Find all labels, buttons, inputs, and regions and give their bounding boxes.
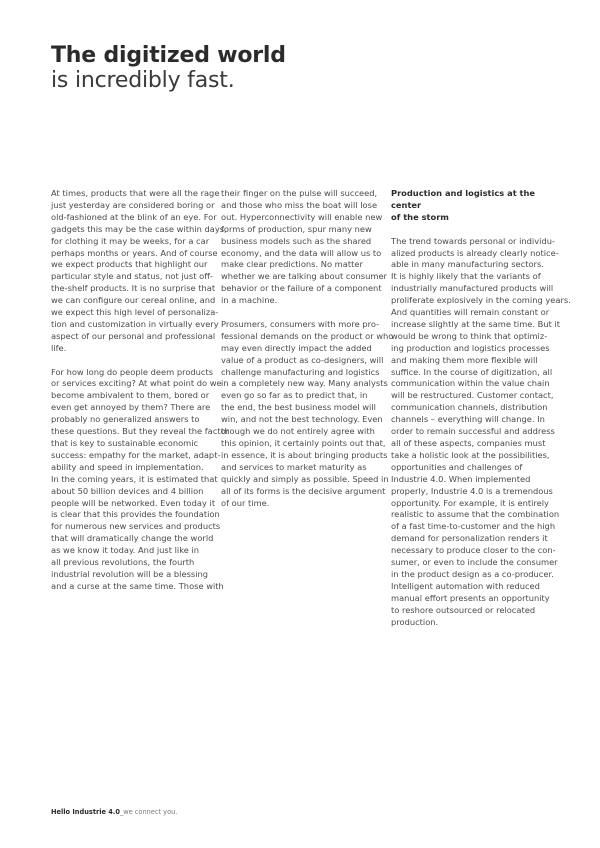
text-column-3 xyxy=(391,188,571,640)
text-line: and a curse at the same time. Those with xyxy=(51,580,224,591)
text-line: in the product design as a co-producer. xyxy=(391,568,554,579)
text-line: of our time. xyxy=(221,497,270,508)
text-line: challenge manufacturing and logistics xyxy=(221,366,380,377)
text-line: able in many manufacturing sectors. xyxy=(391,259,544,270)
text-line: And quantities will remain constant or xyxy=(391,307,550,318)
text-line: take a holistic look at the possibilities, xyxy=(391,449,550,460)
text-line: perhaps months or years. And of course xyxy=(51,247,218,258)
text-line: whether we are talking about consumer xyxy=(221,271,387,282)
text-line: in a machine. xyxy=(221,295,278,306)
text-line: just yesterday are considered boring or xyxy=(51,199,215,210)
text-line: probably no generalized answers to xyxy=(51,414,200,425)
footer-tagline: _we connect you. xyxy=(119,808,178,816)
text-line: ing production and logistics processes xyxy=(391,342,550,353)
text-line: and those who miss the boat will lose xyxy=(221,199,378,210)
text-line: production. xyxy=(391,616,439,627)
text-line: value of a product as co-designers, will xyxy=(221,354,384,365)
section-heading-line: Production and logistics at the center xyxy=(391,188,536,210)
text-line: these questions. But they reveal the factor xyxy=(51,426,230,437)
text-line: and services to market maturity as xyxy=(221,461,367,472)
text-line: At times, products that were all the rage xyxy=(51,188,220,198)
text-line: is clear that this provides the foundation xyxy=(51,509,220,520)
body-paragraph xyxy=(51,188,227,355)
text-line: It is highly likely that the variants of xyxy=(391,271,541,282)
text-line: particular style and status, not just off- xyxy=(51,271,213,282)
page-footer xyxy=(51,808,177,817)
text-line: all of these aspects, companies must xyxy=(391,438,546,449)
text-line: Industrie 4.0. When implemented xyxy=(391,473,531,484)
text-line: fessional demands on the product or who xyxy=(221,330,394,341)
text-line: The trend towards personal or individu- xyxy=(391,235,555,246)
text-column-2 xyxy=(221,188,394,521)
text-line: we can configure our cereal online, and xyxy=(51,295,216,306)
text-line: increase slightly at the same time. But it xyxy=(391,318,561,329)
page-headline xyxy=(51,44,286,93)
text-line: people will be networked. Even today it xyxy=(51,497,216,508)
text-line: we expect products that highlight our xyxy=(51,259,208,270)
headline-line-2: is incredibly fast. xyxy=(51,68,235,93)
body-paragraph xyxy=(221,318,394,510)
text-column-1 xyxy=(51,188,230,605)
text-line: order to remain successful and address xyxy=(391,426,555,437)
text-line: alized products is already clearly notice- xyxy=(391,247,559,258)
text-line: Prosumers, consumers with more pro- xyxy=(221,318,380,329)
text-line: though we do not entirely agree with xyxy=(221,426,375,437)
text-line: life. xyxy=(51,342,67,353)
text-line: all previous revolutions, the fourth xyxy=(51,557,195,568)
text-line: or services exciting? At what point do we xyxy=(51,378,222,389)
text-line: and making them more flexible will xyxy=(391,354,538,365)
headline-line-1: The digitized world xyxy=(51,43,286,68)
text-line: in a completely new way. Many analysts xyxy=(221,378,388,389)
text-line: old-fashioned at the blink of an eye. For xyxy=(51,211,217,222)
text-line: properly, Industrie 4.0 is a tremendous xyxy=(391,485,553,496)
text-line: even go so far as to predict that, in xyxy=(221,390,368,401)
text-line: quickly and simply as possible. Speed in xyxy=(221,473,389,484)
text-line: industrially manufactured products will xyxy=(391,283,554,294)
text-line: this opinion, it certainly points out that, xyxy=(221,438,386,449)
text-line: manual effort presents an opportunity xyxy=(391,592,550,603)
text-line: to reshore outsourced or relocated xyxy=(391,604,536,615)
text-line: aspect of our personal and professional xyxy=(51,330,216,341)
text-line: become ambivalent to them, bored or xyxy=(51,390,210,401)
text-line: economy, and the data will allow us to xyxy=(221,247,382,258)
text-line: may even directly impact the added xyxy=(221,342,372,353)
text-line: tion and customization in virtually every xyxy=(51,318,219,329)
text-line: for clothing it may be weeks, for a car xyxy=(51,235,210,246)
text-line: we expect this high level of personaliza- xyxy=(51,307,219,318)
text-line: in essence, it is about bringing products xyxy=(221,449,388,460)
text-line: sumer, or even to include the consumer xyxy=(391,557,558,568)
text-line: For how long do people deem products xyxy=(51,366,214,377)
text-line: opportunity. For example, it is entirely xyxy=(391,497,549,508)
text-line: behavior or the failure of a component xyxy=(221,283,382,294)
text-line: forms of production, spur many new xyxy=(221,223,372,234)
text-line: the end, the best business model will xyxy=(221,402,376,413)
text-line: success: empathy for the market, adapt- xyxy=(51,449,221,460)
footer-brand: Hello Industrie 4.0 xyxy=(51,808,120,816)
section-heading-line: of the storm xyxy=(391,211,449,222)
text-line: realistic to assume that the combination xyxy=(391,509,560,520)
text-line: make clear predictions. No matter xyxy=(221,259,363,270)
text-line: all of its forms is the decisive argument xyxy=(221,485,386,496)
text-line: communication within the value chain xyxy=(391,378,550,389)
body-paragraph xyxy=(221,188,387,307)
text-line: win, and not the best technology. Even xyxy=(221,414,383,425)
text-line: communication channels, distribution xyxy=(391,402,548,413)
body-paragraph xyxy=(391,235,571,629)
text-line: In the coming years, it is estimated that xyxy=(51,473,218,484)
text-line: business models such as the shared xyxy=(221,235,372,246)
text-line: ability and speed in implementation. xyxy=(51,461,204,472)
text-line: would be wrong to think that optimiz- xyxy=(391,330,548,341)
text-line: of a fast time-to-customer and the high xyxy=(391,521,556,532)
text-line: for numerous new services and products xyxy=(51,521,221,532)
text-line: out. Hyperconnectivity will enable new xyxy=(221,211,383,222)
text-line: suffice. In the course of digitization, all xyxy=(391,366,553,377)
text-line: that is key to sustainable economic xyxy=(51,438,199,449)
text-line: channels – everything will change. In xyxy=(391,414,545,425)
text-line: gadgets this may be the case within days, xyxy=(51,223,227,234)
body-paragraph xyxy=(51,366,230,593)
text-line: opportunities and challenges of xyxy=(391,461,523,472)
text-line: necessary to produce closer to the con- xyxy=(391,545,556,556)
text-line: even get annoyed by them? There are xyxy=(51,402,211,413)
text-line: the-shelf products. It is no surprise that xyxy=(51,283,216,294)
text-line: about 50 billion devices and 4 billion xyxy=(51,485,204,496)
text-line: as we know it today. And just like in xyxy=(51,545,200,556)
text-line: that will dramatically change the world xyxy=(51,533,214,544)
text-line: Intelligent automation with reduced xyxy=(391,580,540,591)
text-line: their finger on the pulse will succeed, xyxy=(221,188,378,198)
text-line: demand for personalization renders it xyxy=(391,533,548,544)
text-line: will be restructured. Customer contact, xyxy=(391,390,554,401)
text-line: industrial revolution will be a blessing xyxy=(51,568,209,579)
text-line: proliferate explosively in the coming years. xyxy=(391,295,571,306)
section-heading xyxy=(391,188,551,224)
